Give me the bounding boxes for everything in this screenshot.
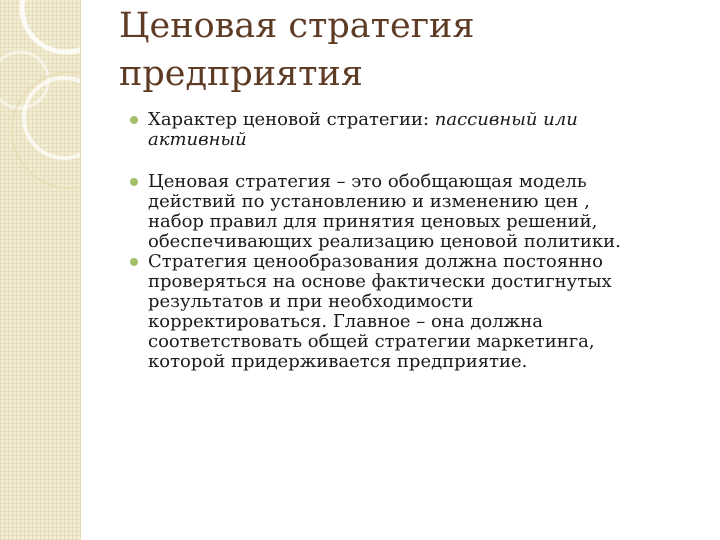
bullet-3-line-2: проверяться на основе фактически достигнутых: [148, 271, 612, 292]
bullet-1-line-1: [148, 110, 710, 130]
bullet-1-text: Характер ценовой стратегии:: [148, 109, 435, 130]
bullet-item-2: [130, 172, 710, 252]
bullet-3-line-1: Стратегия ценообразования должна постоянно: [148, 251, 603, 272]
bullet-item-3: [130, 252, 710, 372]
bullet-icon: [130, 178, 138, 186]
bullet-2-line-2: действий по установлению и изменению цен ,: [148, 191, 590, 212]
bullet-item-1: [130, 110, 710, 150]
page-title: [119, 2, 699, 98]
bullet-icon: [130, 258, 138, 266]
bullet-3-line-6: которой придерживается предприятие.: [148, 351, 528, 372]
bullet-2-line-4: обеспечивающих реализацию ценовой политики.: [148, 231, 621, 252]
bullet-2-line-3: набор правил для принятия ценовых решений,: [148, 211, 598, 232]
bullet-2-line-1: Ценовая стратегия – это обобщающая модель: [148, 171, 587, 192]
bullet-icon: [130, 116, 138, 124]
decorative-side-strip: [0, 0, 81, 540]
bullet-1-emphasis-2: активный: [148, 129, 247, 150]
slide-body: [130, 110, 710, 372]
decorative-circles-icon: [0, 0, 80, 540]
bullet-1-emphasis-1: пассивный или: [434, 109, 578, 130]
title-line-2: предприятия: [119, 54, 363, 94]
title-line-1: Ценовая стратегия: [119, 6, 475, 46]
bullet-3-line-3: результатов и при необходимости: [148, 291, 474, 312]
bullet-3-line-5: соответствовать общей стратегии маркетинга,: [148, 331, 595, 352]
bullet-3-line-4: корректироваться. Главное – она должна: [148, 311, 543, 332]
